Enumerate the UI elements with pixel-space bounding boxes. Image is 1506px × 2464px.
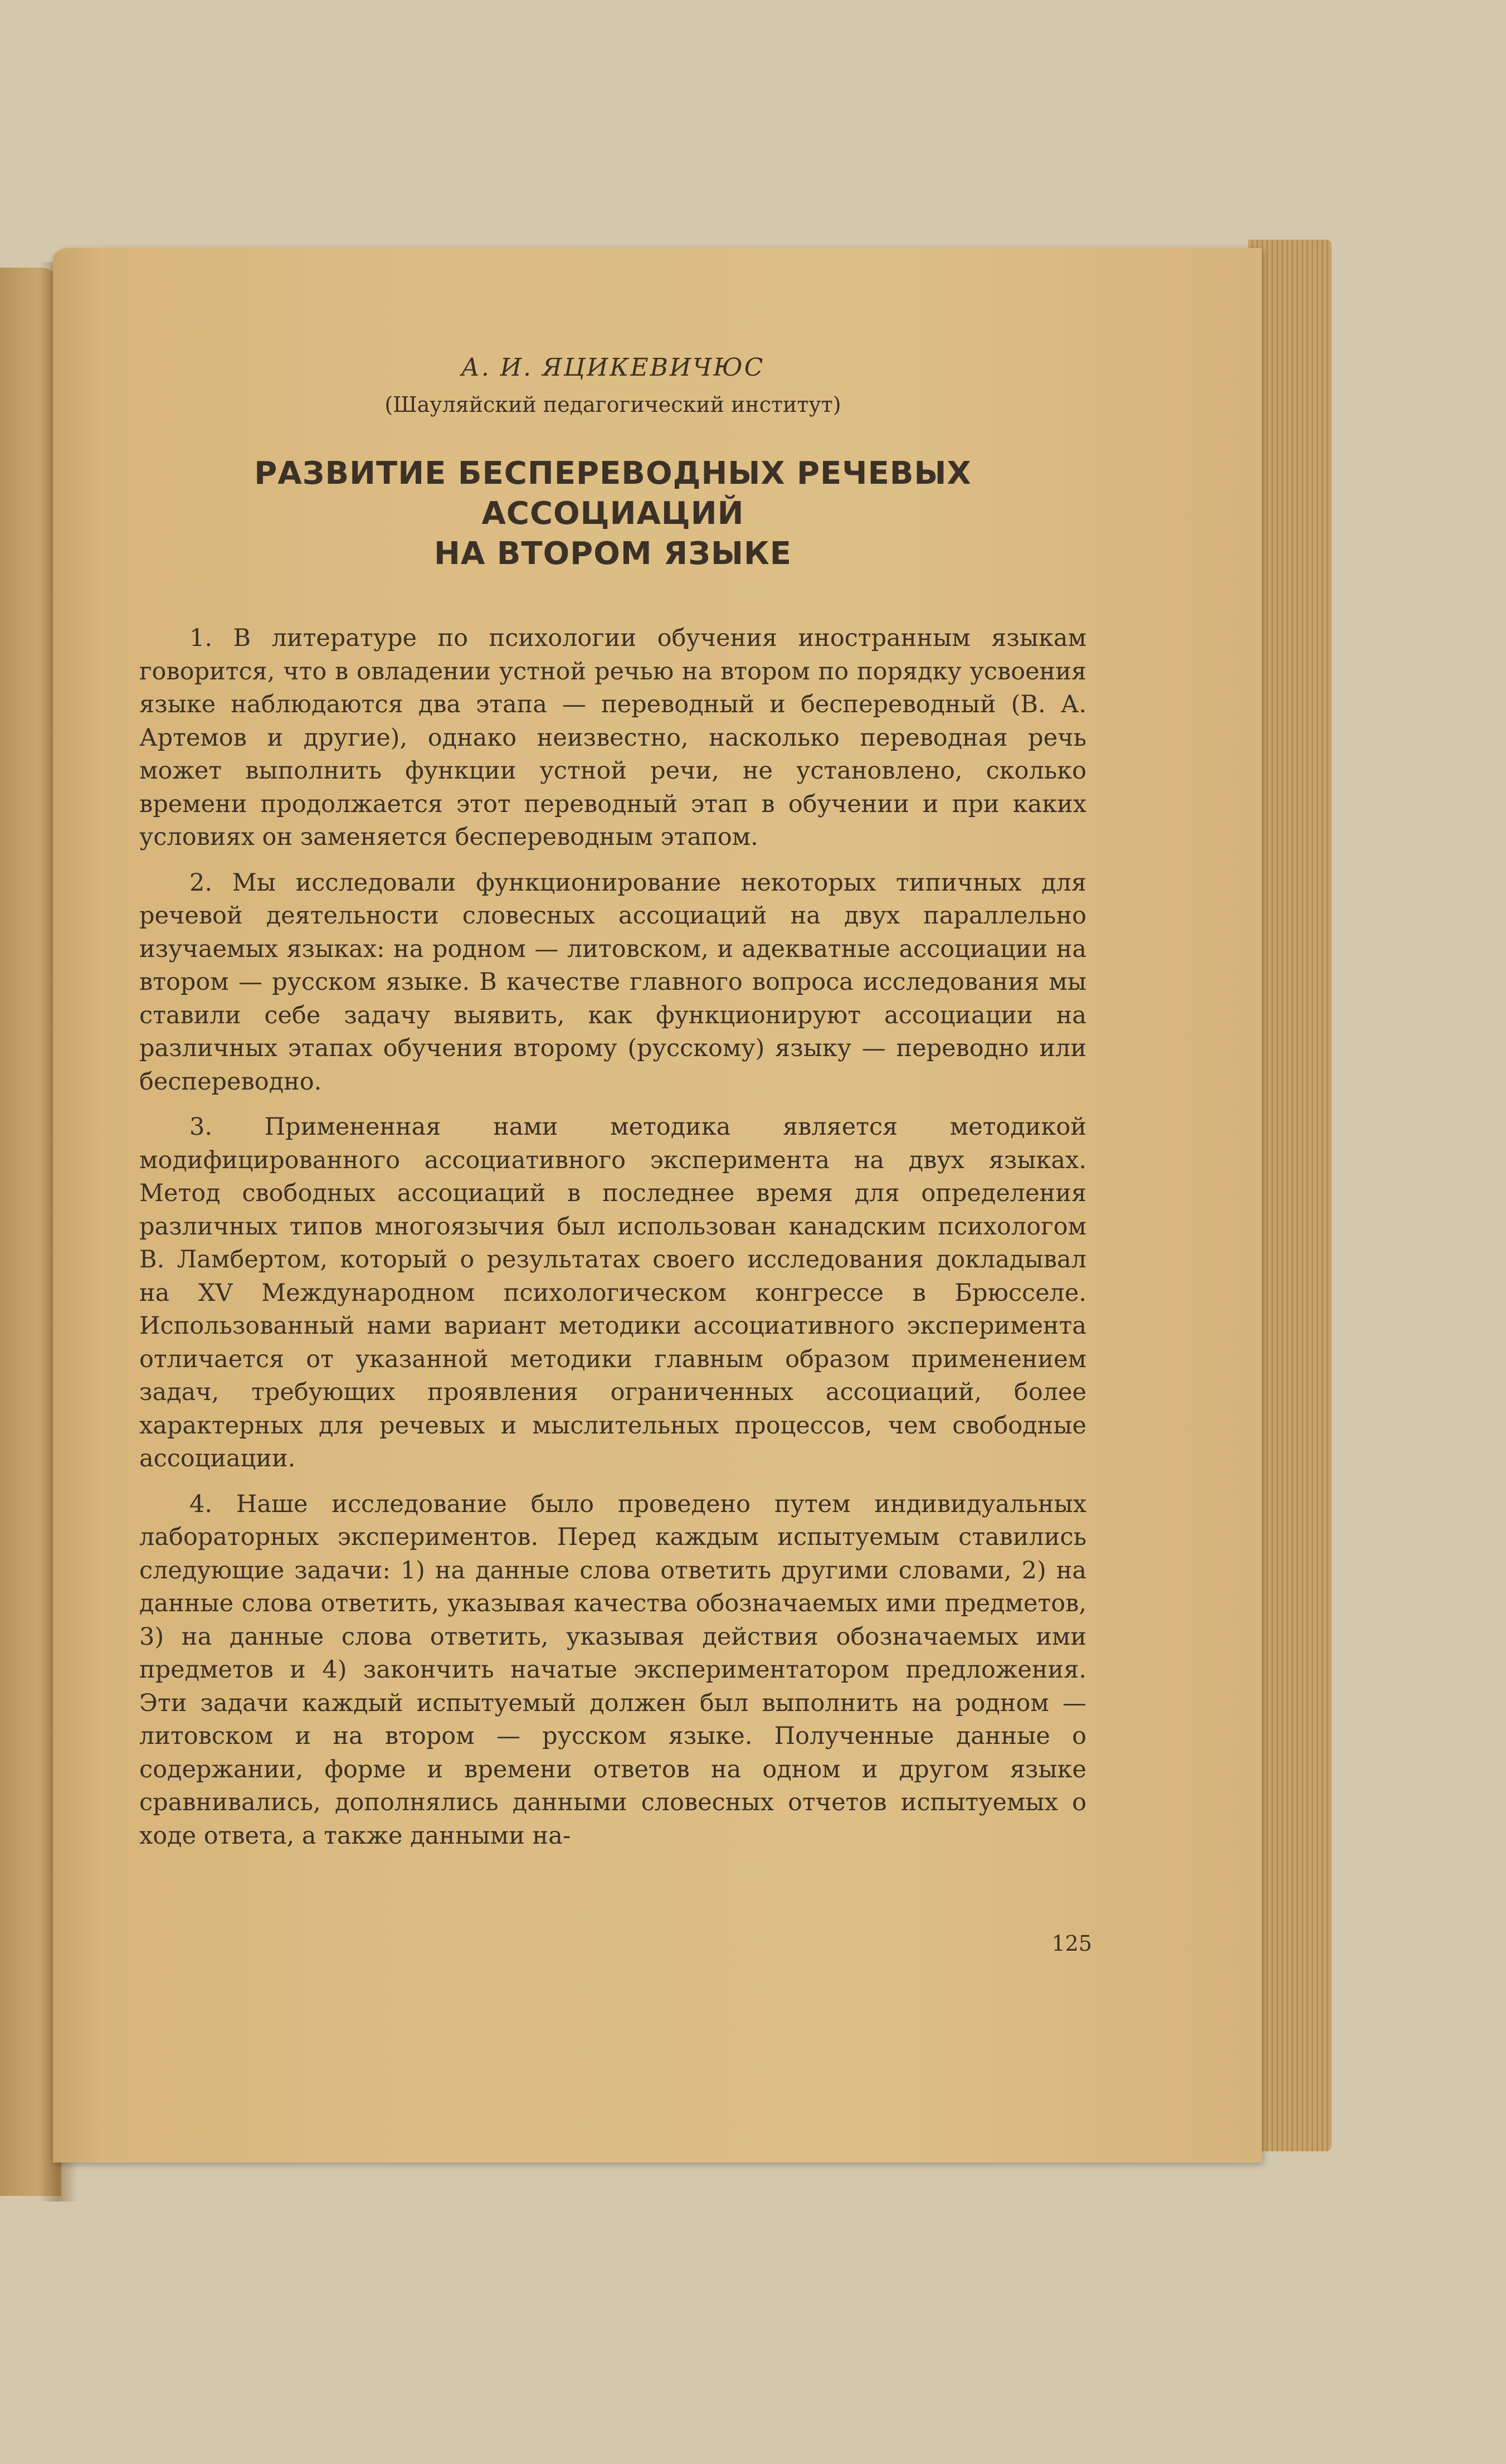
article-body <box>139 622 1086 1853</box>
title-line-2: НА ВТОРОМ ЯЗЫКЕ <box>433 536 792 572</box>
paragraph-4: 4. Наше исследование было проведено путем индивидуальных лабораторных экспериментов. Перед каждым испытуемым ставились следующие задачи: 1) на данные слова ответить другими словами, 2) на данные слова ответить, указывая качества обозначаемых ими предметов, 3) на данные слова ответить, указывая действия обозначаемых ими предметов и 4) закончить начатые экспериментатором предложения. Эти задачи каждый испытуемый должен был выполнить на родном — литовском и на втором — русском языке. Полученные данные о содержании, форме и времени ответов на одном и другом языке сравнивались, дополнялись данными словесных отчетов испытуемых о ходе ответа, а также данными на- <box>139 1490 1086 1850</box>
paragraph-3: 3. Примененная нами методика является методикой модифицированного ассоциативного эксперимента на двух языках. Метод свободных ассоциаций в последнее время для определения различных типов многоязычия был использован канадским психологом В. Ламбертом, который о результатах своего исследования докладывал на XV Международном психологическом конгрессе в Брюсселе. Использованный нами вариант методики ассоциативного эксперимента отличается от указанной методики главным образом применением задач, требующих проявления ограниченных ассоциаций, более характерных для речевых и мыслительных процессов, чем свободные ассоциации. <box>139 1113 1086 1472</box>
page-number: 125 <box>1051 1931 1092 1956</box>
paragraph-1: 1. В литературе по психологии обучения иностранным языкам говорится, что в овладении устной речью на втором по порядку усвоения языке наблюдаются два этапа — переводный и беспереводный (В. А. Артемов и другие), однако неизвестно, насколько переводная речь может выполнить функции устной речи, не установлено, сколько времени продолжается этот переводный этап в обучении и при каких условиях он заменяется беспереводным этапом. <box>139 624 1086 851</box>
title-line-1: РАЗВИТИЕ БЕСПЕРЕВОДНЫХ РЕЧЕВЫХ АССОЦИАЦИЙ <box>254 455 972 532</box>
page-content <box>139 351 1086 1865</box>
article-title <box>139 454 1086 574</box>
author-name: А. И. ЯЦИКЕВИЧЮС <box>461 353 765 382</box>
author-affiliation: (Шауляйский педагогический институт) <box>384 392 841 417</box>
paragraph-2: 2. Мы исследовали функционирование некоторых типичных для речевой деятельности словесных ассоциаций на двух параллельно изучаемых языках: на родном — литовском, и адекватные ассоциации на втором — русском языке. В качестве главного вопроса исследования мы ставили себе задачу выявить, как функционируют ассоциации на различных этапах обучения второму (русскому) языку — переводно или беспереводно. <box>139 868 1086 1096</box>
